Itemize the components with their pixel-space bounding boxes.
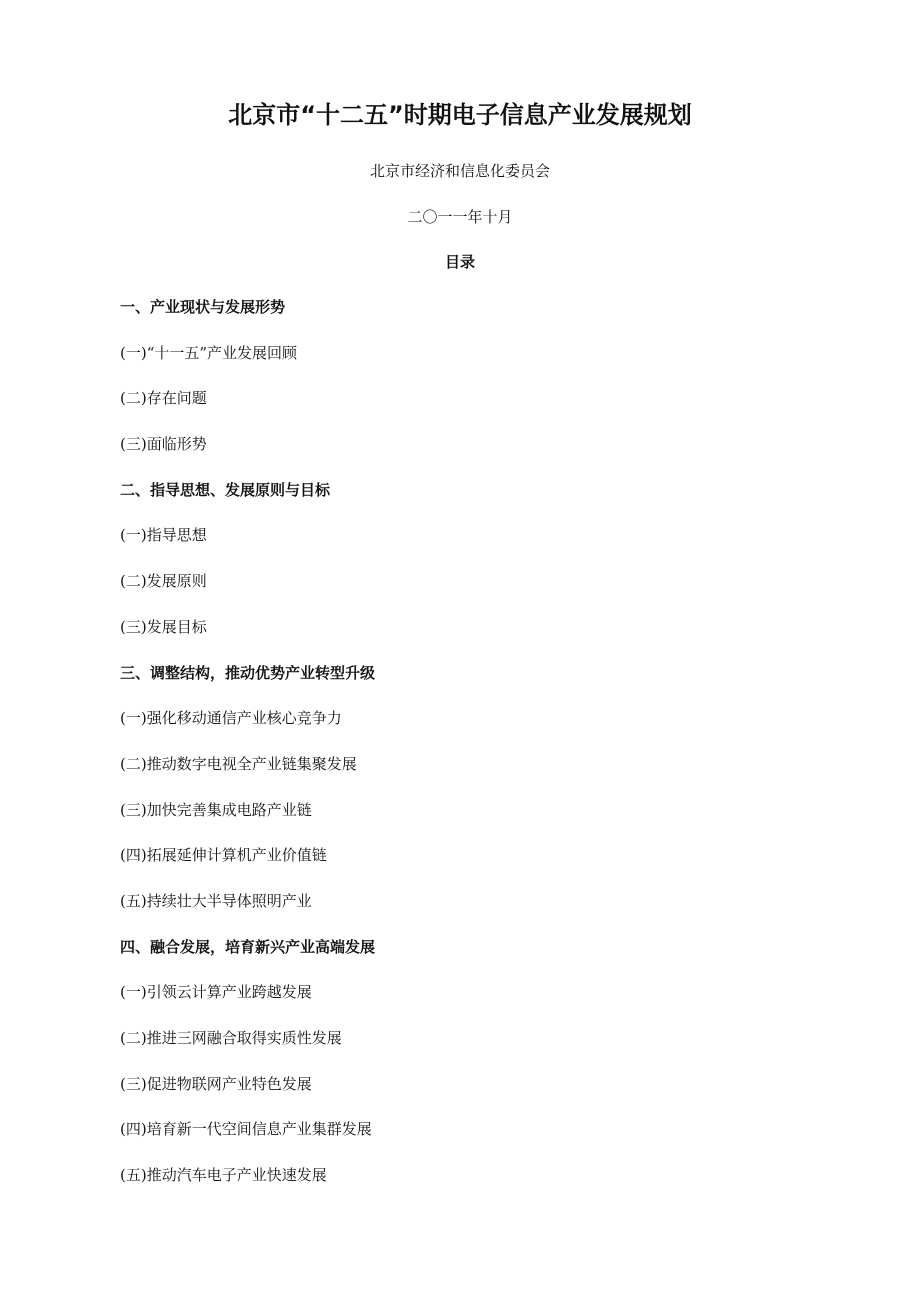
toc-subsection[interactable]: (一)强化移动通信产业核心竞争力 — [120, 709, 342, 728]
toc-subsection[interactable]: (一)“十一五”产业发展回顾 — [120, 343, 298, 362]
toc-section[interactable]: 二、指导思想、发展原则与目标 — [120, 480, 331, 499]
toc-subsection[interactable]: (四)拓展延伸计算机产业价值链 — [120, 846, 327, 865]
toc-subsection[interactable]: (三)加快完善集成电路产业链 — [120, 800, 312, 819]
toc-section[interactable]: 一、产业现状与发展形势 — [120, 298, 286, 316]
toc-subsection[interactable]: (一)指导思想 — [120, 526, 207, 545]
toc-subsection[interactable]: (三)促进物联网产业特色发展 — [120, 1074, 312, 1093]
toc-subsection[interactable]: (三)发展目标 — [120, 617, 207, 636]
toc-section[interactable]: 三、调整结构，推动优势产业转型升级 — [120, 663, 376, 682]
toc-subsection[interactable]: (三)面临形势 — [120, 435, 207, 454]
toc-subsection[interactable]: (二)推动数字电视全产业链集聚发展 — [120, 754, 357, 773]
toc-section[interactable]: 四、融合发展，培育新兴产业高端发展 — [120, 937, 376, 956]
toc-subsection[interactable]: (二)发展原则 — [120, 572, 207, 591]
toc-subsection[interactable]: (五)持续壮大半导体照明产业 — [120, 891, 312, 910]
toc-subsection[interactable]: (一)引领云计算产业跨越发展 — [120, 983, 312, 1002]
toc-subsection[interactable]: (四)培育新一代空间信息产业集群发展 — [120, 1120, 372, 1139]
document-title: 北京市“十二五”时期电子信息产业发展规划 — [228, 101, 692, 129]
issuer: 北京市经济和信息化委员会 — [369, 162, 550, 180]
toc-heading: 目录 — [444, 253, 475, 271]
table-of-contents — [120, 297, 375, 1211]
toc-subsection[interactable]: (五)推动汽车电子产业快速发展 — [120, 1166, 327, 1185]
toc-subsection[interactable]: (二)推进三网融合取得实质性发展 — [120, 1029, 342, 1047]
toc-subsection[interactable]: (二)存在问题 — [120, 389, 207, 408]
date: 二〇一一年十月 — [407, 208, 513, 226]
